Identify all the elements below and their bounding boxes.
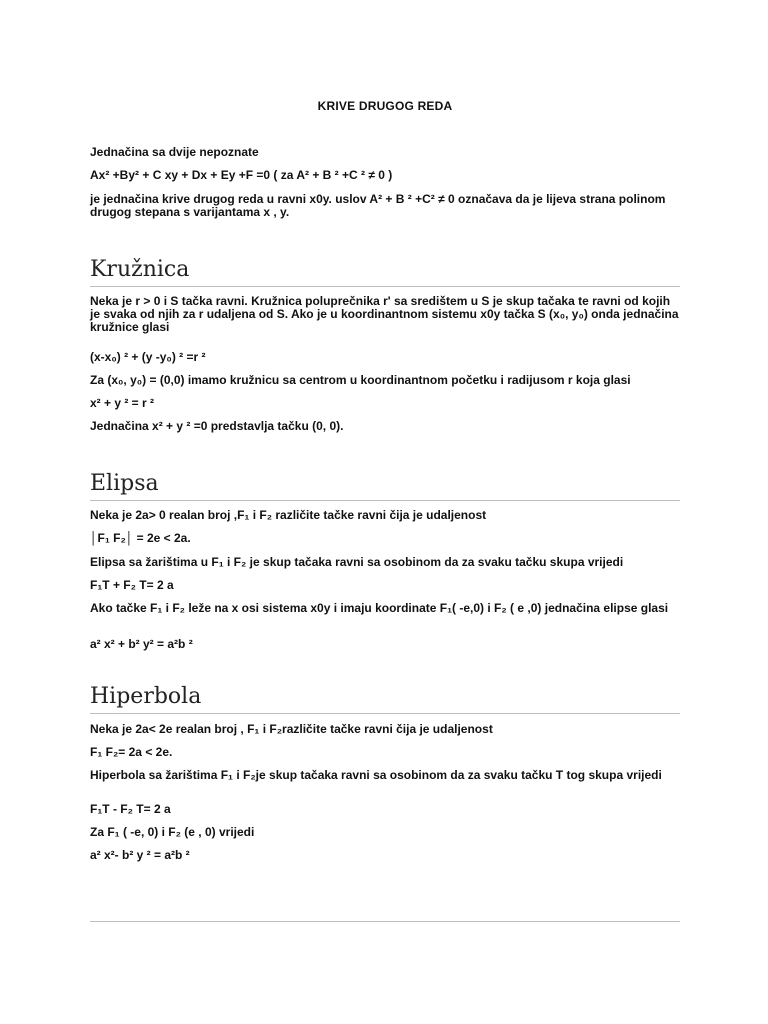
hiperbola-foci: Za F₁ ( -e, 0) i F₂ (e , 0) vrijedi bbox=[90, 825, 255, 839]
kruznica-center-origin: Za (x₀, y₀) = (0,0) imamo kružnicu sa centrom u koordinantnom početku i radijusom r koja glasi bbox=[90, 373, 631, 387]
kruznica-equation: (x-x₀) ² + (y -y₀) ² =r ² bbox=[90, 350, 206, 364]
elipsa-coordinates: Ako tačke F₁ i F₂ leže na x osi sistema x0y i imaju koordinate F₁( -e,0) i F₂ ( e ,0) jednačina elipse glasi bbox=[90, 601, 669, 615]
hiperbola-distance: F₁ F₂= 2a < 2e. bbox=[90, 745, 173, 759]
hiperbola-equation: a² x²- b² y ² = a²b ² bbox=[90, 848, 190, 862]
hiperbola-property: Hiperbola sa žarištima F₁ i F₂je skup tačaka ravni sa osobinom da za svaku tačku T tog skupa vrijedi bbox=[90, 768, 662, 782]
general-equation: Ax² +By² + C xy + Dx + Ey +F =0 ( za A² + B ² +C ² ≠ 0 ) bbox=[90, 168, 393, 182]
section-heading-elipsa: Elipsa bbox=[90, 471, 680, 501]
section-heading-hiperbola: Hiperbola bbox=[90, 684, 680, 714]
elipsa-property: Elipsa sa žarištima u F₁ i F₂ je skup tačaka ravni sa osobinom da za svaku tačku skupa vrijedi bbox=[90, 555, 624, 569]
kruznica-point-note: Jednačina x² + y ² =0 predstavlja tačku (0, 0). bbox=[90, 419, 344, 433]
kruznica-definition: Neka je r > 0 i S tačka ravni. Kružnica poluprečnika r' sa središtem u S je skup tačaka te ravni od kojih je svaka od njih za r udaljena od S. Ako je u koordinantnom sistemu x0y tačka S (x₀, y₀) onda jednačina kružnice glasi bbox=[90, 294, 679, 334]
page-divider bbox=[90, 921, 680, 922]
elipsa-equation: a² x² + b² y² = a²b ² bbox=[90, 637, 193, 651]
document-page bbox=[90, 0, 680, 1024]
elipsa-sum-formula: F₁T + F₂ T= 2 a bbox=[90, 578, 174, 592]
hiperbola-definition: Neka je 2a< 2e realan broj , F₁ i F₂različite tačke ravni čija je udaljenost bbox=[90, 722, 493, 736]
intro-paragraph: je jednačina krive drugog reda u ravni x0y. uslov A² + B ² +C² ≠ 0 označava da je lijeva strana polinom drugog stepana s varijantama x , y. bbox=[90, 192, 666, 219]
elipsa-distance: │F₁ F₂│ = 2e < 2a. bbox=[90, 531, 191, 545]
elipsa-definition: Neka je 2a> 0 realan broj ,F₁ i F₂ različite tačke ravni čija je udaljenost bbox=[90, 508, 487, 522]
kruznica-origin-equation: x² + y ² = r ² bbox=[90, 396, 155, 410]
section-heading-kruznica: Kružnica bbox=[90, 257, 680, 287]
document-title: KRIVE DRUGOG REDA bbox=[317, 99, 453, 113]
hiperbola-difference-formula: F₁T - F₂ T= 2 a bbox=[90, 802, 171, 816]
intro-line: Jednačina sa dvije nepoznate bbox=[90, 145, 259, 159]
